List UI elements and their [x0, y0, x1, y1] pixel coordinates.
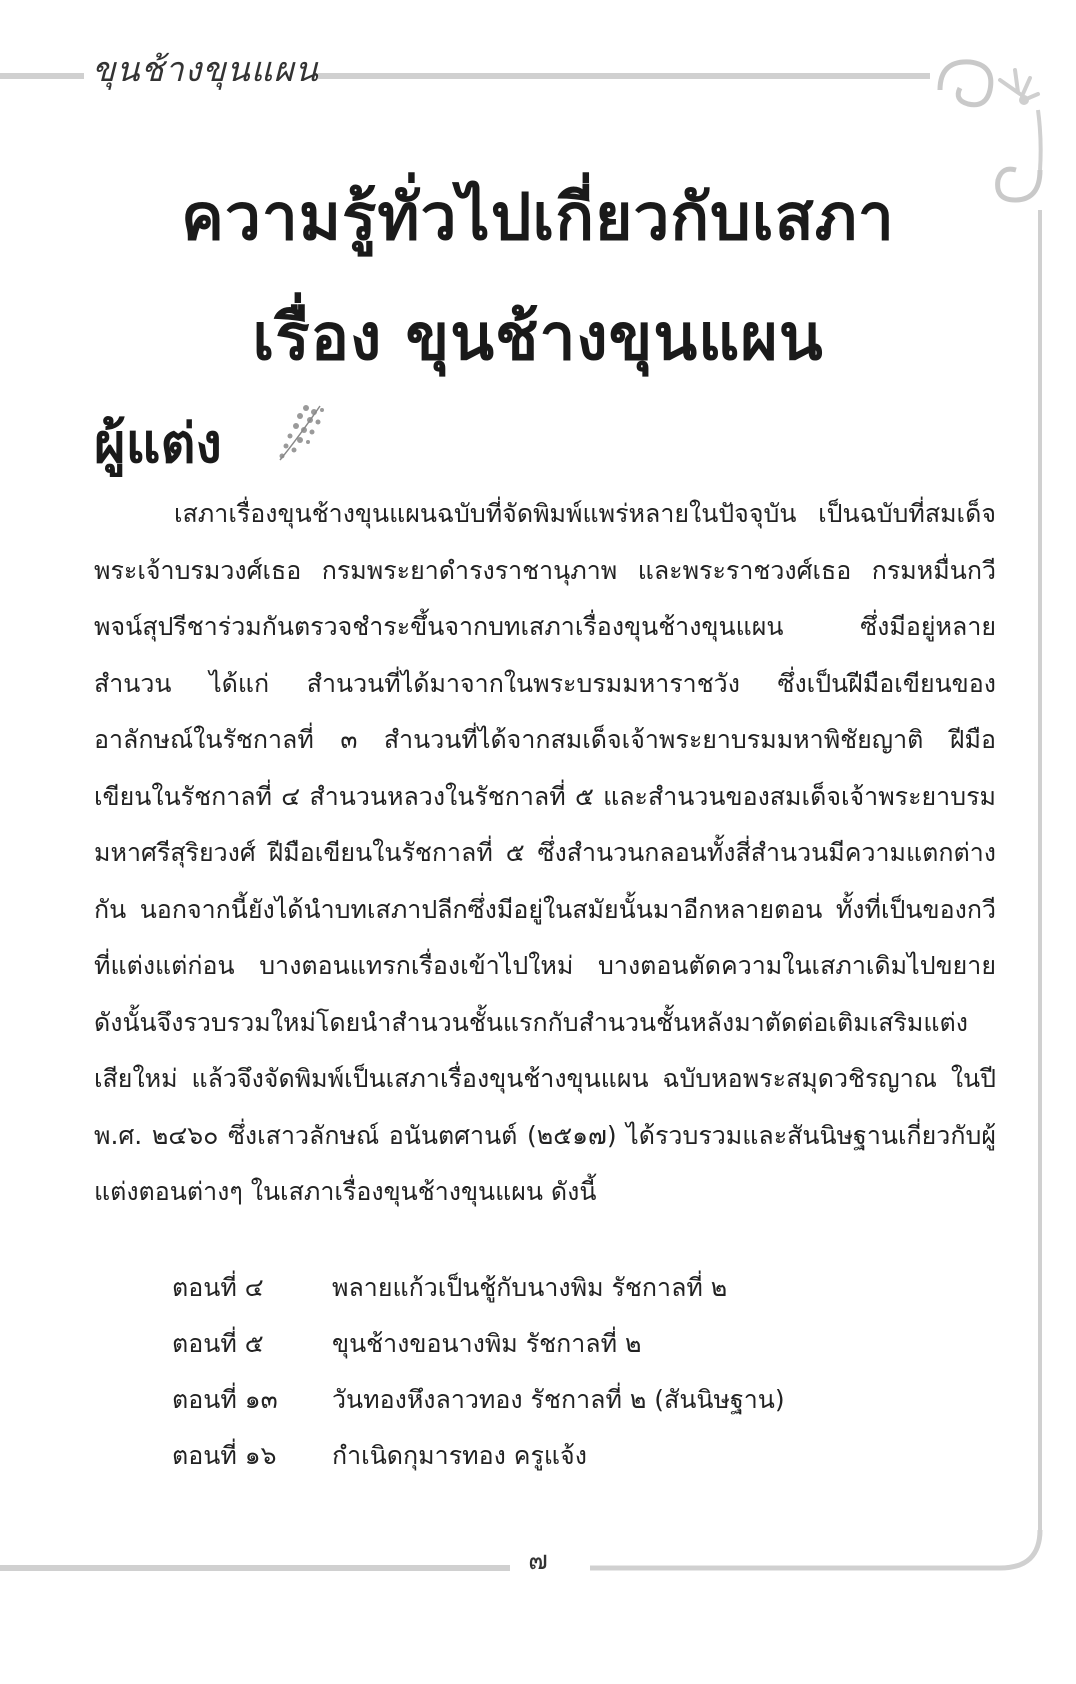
list-item — [172, 1324, 972, 1380]
floral-sprig-icon — [272, 398, 334, 464]
episode-number: ตอนที่ ๕ — [172, 1329, 264, 1358]
episode-title: วันทองหึงลาวทอง รัชกาลที่ ๒ (สันนิษฐาน) — [332, 1385, 785, 1414]
running-head: ขุนช้างขุนแผน — [92, 50, 319, 90]
list-item — [172, 1436, 972, 1492]
body-paragraph — [94, 486, 996, 1221]
episode-title: กำเนิดกุมารทอง ครูแจ้ง — [332, 1441, 587, 1470]
episode-list — [172, 1268, 972, 1492]
paragraph-text: เสภาเรื่องขุนช้างขุนแผนฉบับที่จัดพิมพ์แพร่หลายในปัจจุบัน เป็นฉบับที่สมเด็จพระเจ้าบรมวงศ์เธอ กรมพระยาดำรงราชานุภาพ และพระราชวงศ์เธอ กรมหมื่นกวีพจน์สุปรีชาร่วมกันตรวจชำระขึ้นจากบทเสภาเรื่องขุนช้างขุนแผน ซึ่งมีอยู่หลายสำนวน ได้แก่ สำนวนที่ได้มาจากในพระบรมมหาราชวัง ซึ่งเป็นฝีมือเขียนของอาลักษณ์ในรัชกาลที่ ๓ สำนวนที่ได้จากสมเด็จเจ้าพระยาบรมมหาพิชัยญาติ ฝีมือเขียนในรัชกาลที่ ๔ สำนวนหลวงในรัชกาลที่ ๕ และสำนวนของสมเด็จเจ้าพระยาบรมมหาศรีสุริยวงศ์ ฝีมือเขียนในรัชกาลที่ ๕ ซึ่งสำนวนกลอนทั้งสี่สำนวนมีความแตกต่างกัน นอกจากนี้ยังได้นำบทเสภาปลีกซึ่งมีอยู่ในสมัยนั้นมาอีกหลายตอน ทั้งที่เป็นของกวีที่แต่งแต่ก่อน บางตอนแทรกเรื่องเข้าไปใหม่ บางตอนตัดความในเสภาเดิมไปขยาย ดังนั้นจึงรวบรวมใหม่โดยนำสำนวนชั้นแรกกับสำนวนชั้นหลังมาตัดต่อเติมเสริมแต่งเสียใหม่ แล้วจึงจัดพิมพ์เป็นเสภาเรื่องขุนช้างขุนแผน ฉบับหอพระสมุดวชิรญาณ ในปี พ.ศ. ๒๔๖๐ ซึ่งเสาวลักษณ์ อนันตศานต์ (๒๕๑๗) ได้รวบรวมและสันนิษฐานเกี่ยวกับผู้แต่งตอนต่างๆ ในเสภาเรื่องขุนช้างขุนแผน ดังนี้ — [94, 499, 996, 1206]
episode-title: พลายแก้วเป็นชู้กับนางพิม รัชกาลที่ ๒ — [332, 1273, 728, 1302]
episode-title: ขุนช้างขอนางพิม รัชกาลที่ ๒ — [332, 1329, 642, 1358]
page-number: ๗ — [528, 1546, 548, 1576]
title-line-1: ความรู้ทั่วไปเกี่ยวกับเสภา — [181, 181, 895, 255]
title-line-2: เรื่อง ขุนช้างขุนแผน — [252, 301, 824, 375]
episode-number: ตอนที่ ๑๖ — [172, 1441, 277, 1470]
list-item — [172, 1268, 972, 1324]
section-heading: ผู้แต่ง — [94, 412, 222, 475]
episode-number: ตอนที่ ๔ — [172, 1273, 264, 1302]
list-item — [172, 1380, 972, 1436]
episode-number: ตอนที่ ๑๓ — [172, 1385, 278, 1414]
